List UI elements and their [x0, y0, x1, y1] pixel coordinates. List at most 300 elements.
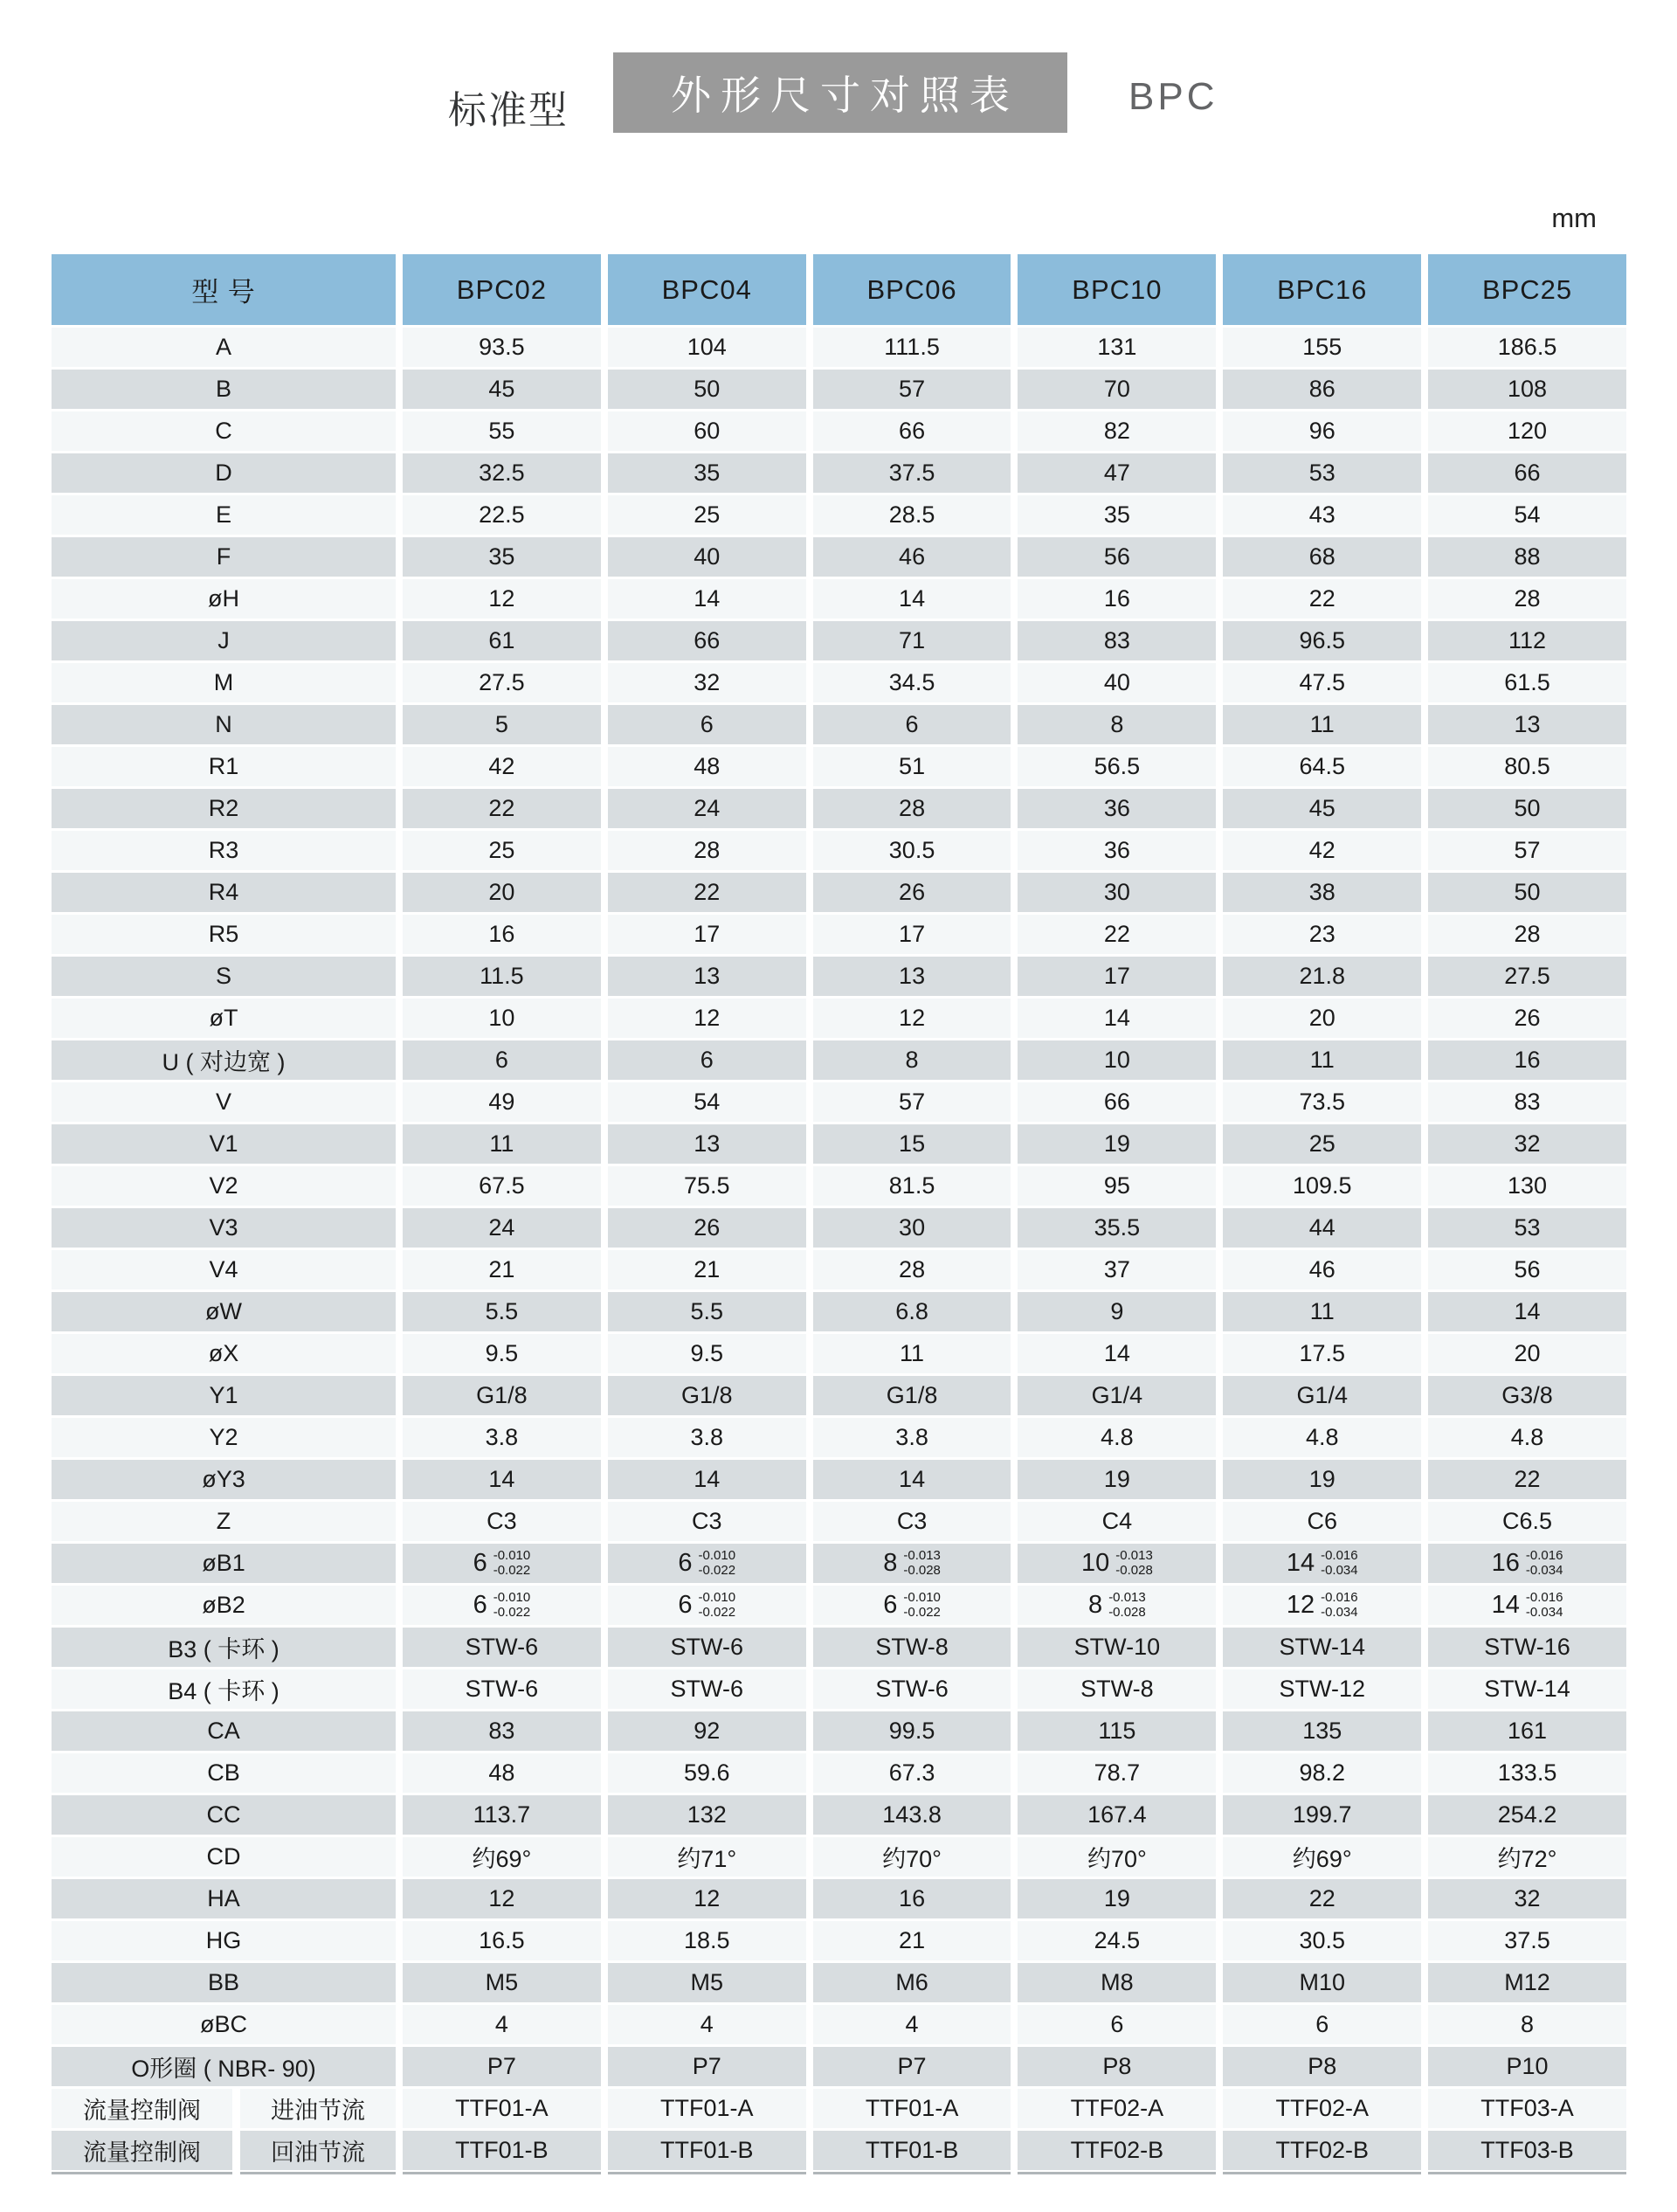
value-cell: 95: [1018, 1166, 1216, 1206]
value-cell: [403, 1586, 601, 1625]
value-cell: 19: [1018, 1460, 1216, 1499]
value-cell: 130: [1428, 1166, 1626, 1206]
value-cell: 19: [1018, 1879, 1216, 1918]
tolerance-lower: -0.028: [1108, 1604, 1146, 1620]
tolerance-limits: [1115, 1548, 1153, 1578]
value-cell: 11.5: [403, 957, 601, 996]
value-cell: 26: [813, 873, 1011, 912]
value-cell: [608, 1544, 806, 1583]
value-cell: 56: [1428, 1250, 1626, 1289]
row-label: B4 ( 卡环 ): [52, 1669, 396, 1709]
value-cell: 57: [813, 370, 1011, 409]
value-cell: 22.5: [403, 495, 601, 535]
tolerance-value: 6: [883, 1591, 898, 1619]
value-cell: 35: [1018, 495, 1216, 535]
value-cell: 132: [608, 1795, 806, 1835]
tolerance-limits: [1321, 1590, 1358, 1620]
value-cell: 14: [813, 1460, 1011, 1499]
table-row: [52, 2131, 1626, 2170]
value-cell: 11: [813, 1334, 1011, 1373]
value-cell: 6.8: [813, 1292, 1011, 1331]
tolerance-upper: -0.010: [698, 1547, 736, 1563]
value-cell: 11: [1223, 1292, 1421, 1331]
value-cell: 51: [813, 747, 1011, 786]
value-cell: STW-6: [403, 1669, 601, 1709]
value-cell: P7: [813, 2047, 1011, 2086]
value-cell: 109.5: [1223, 1166, 1421, 1206]
value-cell: 92: [608, 1711, 806, 1751]
value-cell: 11: [1223, 1040, 1421, 1080]
value-cell: TTF01-A: [813, 2089, 1011, 2128]
table-row: [52, 1711, 1626, 1751]
value-cell: 67.3: [813, 1753, 1011, 1793]
value-cell: 15: [813, 1124, 1011, 1164]
value-cell: 17.5: [1223, 1334, 1421, 1373]
tolerance-lower: -0.028: [1115, 1562, 1153, 1578]
row-label: R1: [52, 747, 396, 786]
row-label: HG: [52, 1921, 396, 1960]
bottom-edge-segment: [240, 2172, 396, 2174]
value-cell: [813, 1586, 1011, 1625]
value-cell: STW-8: [813, 1628, 1011, 1667]
tolerance-value: 6: [678, 1591, 693, 1619]
value-cell: 11: [1223, 705, 1421, 744]
value-cell: C6: [1223, 1502, 1421, 1541]
value-cell: 32.5: [403, 453, 601, 493]
value-cell: 6: [608, 705, 806, 744]
value-cell: C3: [403, 1502, 601, 1541]
value-cell: 17: [813, 915, 1011, 954]
value-cell: 82: [1018, 411, 1216, 451]
value-cell: STW-12: [1223, 1669, 1421, 1709]
value-cell: 5: [403, 705, 601, 744]
value-cell: 56.5: [1018, 747, 1216, 786]
table-row: [52, 370, 1626, 409]
row-label: R4: [52, 873, 396, 912]
table-row: [52, 1334, 1626, 1373]
value-cell: 199.7: [1223, 1795, 1421, 1835]
series-label: BPC: [1128, 75, 1218, 118]
value-cell: 80.5: [1428, 747, 1626, 786]
tolerance-lower: -0.034: [1321, 1604, 1358, 1620]
row-label: CD: [52, 1837, 396, 1877]
table-row: [52, 999, 1626, 1038]
tolerance-upper: -0.013: [903, 1547, 941, 1563]
column-header: BPC04: [608, 254, 806, 325]
value-cell: P8: [1223, 2047, 1421, 2086]
value-cell: C4: [1018, 1502, 1216, 1541]
value-cell: 66: [1018, 1082, 1216, 1122]
value-cell: 约72°: [1428, 1837, 1626, 1877]
bottom-edge-segment: [1223, 2172, 1421, 2174]
value-cell: 20: [1223, 999, 1421, 1038]
table-row: [52, 831, 1626, 870]
table-row: [52, 1418, 1626, 1457]
column-header: BPC25: [1428, 254, 1626, 325]
table-row: [52, 579, 1626, 619]
value-cell: 54: [1428, 495, 1626, 535]
value-cell: [1018, 1544, 1216, 1583]
table-row: [52, 1879, 1626, 1918]
value-cell: 37.5: [1428, 1921, 1626, 1960]
value-cell: [608, 1586, 806, 1625]
value-cell: 30.5: [813, 831, 1011, 870]
value-cell: 14: [1018, 1334, 1216, 1373]
row-label: E: [52, 495, 396, 535]
table-row: [52, 2089, 1626, 2128]
value-cell: 16: [403, 915, 601, 954]
table-row: [52, 873, 1626, 912]
table-row: [52, 495, 1626, 535]
row-label: øH: [52, 579, 396, 619]
page-title: 外形尺寸对照表: [671, 73, 1019, 118]
value-cell: TTF01-A: [403, 2089, 601, 2128]
value-cell: 14: [403, 1460, 601, 1499]
value-cell: 5.5: [608, 1292, 806, 1331]
value-cell: 13: [608, 1124, 806, 1164]
value-cell: 30.5: [1223, 1921, 1421, 1960]
value-cell: 28: [813, 1250, 1011, 1289]
value-cell: 14: [608, 579, 806, 619]
value-cell: 14: [1428, 1292, 1626, 1331]
value-cell: 56: [1018, 537, 1216, 577]
table-row: [52, 1586, 1626, 1625]
value-cell: 8: [1018, 705, 1216, 744]
tolerance-lower: -0.022: [698, 1562, 736, 1578]
value-cell: 22: [1428, 1460, 1626, 1499]
value-cell: 20: [1428, 1334, 1626, 1373]
row-label: J: [52, 621, 396, 660]
value-cell: M12: [1428, 1963, 1626, 2002]
value-cell: 75.5: [608, 1166, 806, 1206]
value-cell: 161: [1428, 1711, 1626, 1751]
value-cell: 186.5: [1428, 328, 1626, 367]
value-cell: [1223, 1586, 1421, 1625]
value-cell: TTF03-A: [1428, 2089, 1626, 2128]
value-cell: 71: [813, 621, 1011, 660]
value-cell: 40: [608, 537, 806, 577]
row-label: CA: [52, 1711, 396, 1751]
row-label: V2: [52, 1166, 396, 1206]
row-label: V1: [52, 1124, 396, 1164]
tolerance-lower: -0.022: [903, 1604, 941, 1620]
table-row: [52, 621, 1626, 660]
value-cell: M6: [813, 1963, 1011, 2002]
tolerance-lower: -0.022: [493, 1562, 531, 1578]
tolerance-upper: -0.013: [1115, 1547, 1153, 1563]
value-cell: 4: [813, 2005, 1011, 2044]
table-row: [52, 957, 1626, 996]
row-label: BB: [52, 1963, 396, 2002]
tolerance-value: 6: [473, 1549, 487, 1577]
value-cell: 35.5: [1018, 1208, 1216, 1248]
value-cell: 16: [1428, 1040, 1626, 1080]
value-cell: 8: [813, 1040, 1011, 1080]
row-label: S: [52, 957, 396, 996]
value-cell: 66: [608, 621, 806, 660]
value-cell: P8: [1018, 2047, 1216, 2086]
value-cell: 26: [1428, 999, 1626, 1038]
value-cell: 47.5: [1223, 663, 1421, 702]
table-row: [52, 453, 1626, 493]
value-cell: 133.5: [1428, 1753, 1626, 1793]
value-cell: STW-8: [1018, 1669, 1216, 1709]
table-row: [52, 1544, 1626, 1583]
value-cell: TTF01-A: [608, 2089, 806, 2128]
value-cell: 14: [813, 579, 1011, 619]
value-cell: M10: [1223, 1963, 1421, 2002]
value-cell: G1/8: [813, 1376, 1011, 1415]
tolerance-upper: -0.016: [1321, 1589, 1358, 1605]
value-cell: 43: [1223, 495, 1421, 535]
type-label: 标准型: [448, 89, 569, 132]
tolerance-value: 14: [1286, 1549, 1315, 1577]
row-label-group: [52, 2089, 396, 2128]
table-row: [52, 2047, 1626, 2086]
value-cell: 64.5: [1223, 747, 1421, 786]
tolerance-value: 8: [883, 1549, 898, 1577]
table-row: [52, 1502, 1626, 1541]
value-cell: 9.5: [403, 1334, 601, 1373]
value-cell: TTF03-B: [1428, 2131, 1626, 2170]
row-label: B3 ( 卡环 ): [52, 1628, 396, 1667]
tolerance-upper: -0.010: [903, 1589, 941, 1605]
table-row: [52, 663, 1626, 702]
value-cell: [403, 1544, 601, 1583]
row-label: N: [52, 705, 396, 744]
value-cell: 28: [813, 789, 1011, 828]
row-label: O形圈 ( NBR- 90): [52, 2047, 396, 2086]
row-label: øX: [52, 1334, 396, 1373]
unit-label: mm: [1551, 203, 1597, 233]
value-cell: 6: [813, 705, 1011, 744]
value-cell: 67.5: [403, 1166, 601, 1206]
value-cell: 22: [1018, 915, 1216, 954]
value-cell: G1/8: [403, 1376, 601, 1415]
table-row: [52, 1292, 1626, 1331]
value-cell: 135: [1223, 1711, 1421, 1751]
value-cell: 55: [403, 411, 601, 451]
value-cell: 19: [1223, 1460, 1421, 1499]
value-cell: 4: [608, 2005, 806, 2044]
value-cell: 38: [1223, 873, 1421, 912]
value-cell: 3.8: [403, 1418, 601, 1457]
tolerance-limits: [1526, 1548, 1563, 1578]
value-cell: STW-14: [1223, 1628, 1421, 1667]
value-cell: TTF01-B: [813, 2131, 1011, 2170]
value-cell: 25: [403, 831, 601, 870]
value-cell: 66: [813, 411, 1011, 451]
value-cell: 22: [608, 873, 806, 912]
value-cell: 83: [1428, 1082, 1626, 1122]
value-cell: [1428, 1544, 1626, 1583]
value-cell: 81.5: [813, 1166, 1011, 1206]
tolerance-upper: -0.013: [1108, 1589, 1146, 1605]
value-cell: 32: [1428, 1124, 1626, 1164]
bottom-edge-segment: [608, 2172, 806, 2174]
value-cell: 6: [1223, 2005, 1421, 2044]
table-row: [52, 1963, 1626, 2002]
value-cell: 37: [1018, 1250, 1216, 1289]
value-cell: 16.5: [403, 1921, 601, 1960]
value-cell: 22: [1223, 1879, 1421, 1918]
value-cell: 36: [1018, 789, 1216, 828]
value-cell: G1/4: [1223, 1376, 1421, 1415]
row-label: C: [52, 411, 396, 451]
value-cell: 12: [403, 579, 601, 619]
table-row: [52, 1250, 1626, 1289]
value-cell: 22: [403, 789, 601, 828]
row-label: CB: [52, 1753, 396, 1793]
table-row: [52, 1124, 1626, 1164]
value-cell: P10: [1428, 2047, 1626, 2086]
value-cell: TTF01-B: [403, 2131, 601, 2170]
value-cell: 21: [608, 1250, 806, 1289]
value-cell: 57: [813, 1082, 1011, 1122]
tolerance-value: 12: [1286, 1591, 1315, 1619]
value-cell: 46: [1223, 1250, 1421, 1289]
value-cell: 34.5: [813, 663, 1011, 702]
value-cell: 13: [813, 957, 1011, 996]
value-cell: 24: [608, 789, 806, 828]
value-cell: 131: [1018, 328, 1216, 367]
tolerance-limits: [1108, 1590, 1146, 1620]
value-cell: 35: [608, 453, 806, 493]
value-cell: 44: [1223, 1208, 1421, 1248]
tolerance-limits: [1321, 1548, 1358, 1578]
value-cell: 96: [1223, 411, 1421, 451]
tolerance-lower: -0.034: [1525, 1604, 1563, 1620]
table-row: [52, 1208, 1626, 1248]
row-label: HA: [52, 1879, 396, 1918]
table-row: [52, 1166, 1626, 1206]
value-cell: M8: [1018, 1963, 1216, 2002]
value-cell: 78.7: [1018, 1753, 1216, 1793]
tolerance-limits: [903, 1548, 941, 1578]
row-label: M: [52, 663, 396, 702]
value-cell: 约69°: [1223, 1837, 1421, 1877]
value-cell: 36: [1018, 831, 1216, 870]
value-cell: 57: [1428, 831, 1626, 870]
table-row: [52, 1460, 1626, 1499]
value-cell: 8: [1428, 2005, 1626, 2044]
table-row: [52, 1921, 1626, 1960]
value-cell: 32: [608, 663, 806, 702]
value-cell: 10: [403, 999, 601, 1038]
row-label: R3: [52, 831, 396, 870]
value-cell: 48: [403, 1753, 601, 1793]
value-cell: 50: [1428, 789, 1626, 828]
value-cell: 5.5: [403, 1292, 601, 1331]
value-cell: TTF02-B: [1223, 2131, 1421, 2170]
value-cell: 115: [1018, 1711, 1216, 1751]
row-label: øT: [52, 999, 396, 1038]
value-cell: TTF02-B: [1018, 2131, 1216, 2170]
value-cell: 24.5: [1018, 1921, 1216, 1960]
row-label: R5: [52, 915, 396, 954]
row-label: CC: [52, 1795, 396, 1835]
tolerance-upper: -0.016: [1321, 1547, 1358, 1563]
value-cell: STW-16: [1428, 1628, 1626, 1667]
value-cell: 4.8: [1223, 1418, 1421, 1457]
row-sublabel: 进油节流: [240, 2089, 396, 2128]
row-label: V4: [52, 1250, 396, 1289]
dimension-table: [52, 254, 1626, 2177]
value-cell: 49: [403, 1082, 601, 1122]
value-cell: 113.7: [403, 1795, 601, 1835]
value-cell: 61.5: [1428, 663, 1626, 702]
value-cell: 40: [1018, 663, 1216, 702]
value-cell: 21: [403, 1250, 601, 1289]
value-cell: 21.8: [1223, 957, 1421, 996]
value-cell: 73.5: [1223, 1082, 1421, 1122]
value-cell: 23: [1223, 915, 1421, 954]
value-cell: [1223, 1544, 1421, 1583]
value-cell: 68: [1223, 537, 1421, 577]
table-row: [52, 915, 1626, 954]
value-cell: 88: [1428, 537, 1626, 577]
table-row: [52, 411, 1626, 451]
value-cell: 37.5: [813, 453, 1011, 493]
row-label-group: [52, 2131, 396, 2170]
value-cell: 86: [1223, 370, 1421, 409]
value-cell: 25: [608, 495, 806, 535]
value-cell: 4.8: [1428, 1418, 1626, 1457]
value-cell: 28.5: [813, 495, 1011, 535]
value-cell: 12: [813, 999, 1011, 1038]
value-cell: 11: [403, 1124, 601, 1164]
tolerance-value: 6: [678, 1549, 693, 1577]
bottom-edge-segment: [403, 2172, 601, 2174]
value-cell: STW-6: [608, 1669, 806, 1709]
value-cell: 30: [1018, 873, 1216, 912]
value-cell: 112: [1428, 621, 1626, 660]
table-row: [52, 328, 1626, 367]
value-cell: 32: [1428, 1879, 1626, 1918]
value-cell: 13: [608, 957, 806, 996]
value-cell: 9.5: [608, 1334, 806, 1373]
value-cell: STW-6: [403, 1628, 601, 1667]
value-cell: 143.8: [813, 1795, 1011, 1835]
value-cell: 4: [403, 2005, 601, 2044]
table-row: [52, 1628, 1626, 1667]
value-cell: 53: [1428, 1208, 1626, 1248]
value-cell: 48: [608, 747, 806, 786]
value-cell: 12: [608, 999, 806, 1038]
value-cell: STW-10: [1018, 1628, 1216, 1667]
row-label: A: [52, 328, 396, 367]
row-label: Z: [52, 1502, 396, 1541]
value-cell: 120: [1428, 411, 1626, 451]
value-cell: M5: [608, 1963, 806, 2002]
tolerance-limits: [699, 1590, 736, 1620]
value-cell: 30: [813, 1208, 1011, 1248]
value-cell: 4.8: [1018, 1418, 1216, 1457]
value-cell: 21: [813, 1921, 1011, 1960]
value-cell: G3/8: [1428, 1376, 1626, 1415]
value-cell: 28: [1428, 579, 1626, 619]
value-cell: 167.4: [1018, 1795, 1216, 1835]
table-row: [52, 747, 1626, 786]
table-bottom-edge: [52, 2172, 1626, 2174]
row-label: øBC: [52, 2005, 396, 2044]
value-cell: 约71°: [608, 1837, 806, 1877]
row-label: 流量控制阀: [52, 2089, 232, 2128]
bottom-edge-segment: [1428, 2172, 1626, 2174]
value-cell: 13: [1428, 705, 1626, 744]
value-cell: 19: [1018, 1124, 1216, 1164]
table-row: [52, 1753, 1626, 1793]
